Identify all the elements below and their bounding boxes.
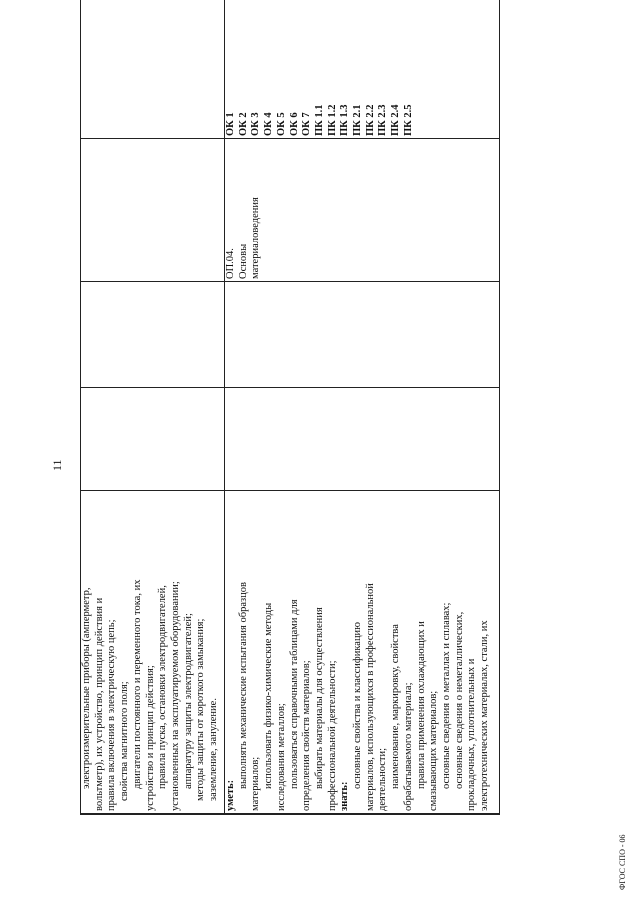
text-line: правила применения охлаждающих и [415,621,427,789]
text-line: основные сведения о металлах и сплавах; [440,602,452,789]
text-line: электроизмерительные приборы (амперметр, [81,587,92,789]
competency-code: ОК 6 [288,112,300,136]
discipline-line: материаловедения [250,197,262,279]
text-line: электротехнических материалах, стали, их [479,620,491,811]
cell-requirements [81,491,225,814]
competency-code: ОК 4 [263,112,275,136]
competency-code: ОК 7 [301,112,313,136]
discipline-line: ОП.04. [225,248,236,279]
cell-discipline [81,139,225,282]
text-line: аппаратуру защиты электродвигателей; [182,613,194,789]
text-line: материалов, использующихся в профессиональной [364,583,376,811]
competency-code: ПК 1.2 [326,104,338,136]
competency-code: ПК 2.5 [402,104,414,136]
standards-table [80,0,500,815]
text-line: определения свойств материалов; [301,660,313,811]
competency-code: ОК 2 [237,112,249,136]
table-row-2 [225,0,500,815]
text-line: выбирать материалы для осуществления [313,607,325,789]
text-line: свойства магнитного поля; [119,681,131,801]
text-line: устройство и принцип действия; [144,665,156,811]
competency-code: ПК 2.1 [352,104,364,136]
competency-list [225,0,416,136]
cell-empty [81,282,225,388]
text-line: обрабатываемого материала; [402,682,414,811]
competency-code: ПК 1.1 [313,104,325,136]
cell-empty [81,388,225,491]
text-line: основные свойства и классификацию [352,621,364,789]
table-row-1 [81,0,225,815]
cell-empty [225,388,500,491]
text-line: двигатели постоянного и переменного тока, их [131,579,143,789]
competency-code: ОК 3 [250,112,262,136]
text-line: методы защиты от короткого замыкания; [195,618,207,801]
text-line: исследования металлов; [275,703,287,811]
competency-code: ПК 2.4 [390,104,402,136]
text-line: заземление, зануление. [208,698,220,801]
text-line: знать: [339,781,351,811]
text-line: правила включения в электрическую цепь; [106,619,118,811]
competency-code: ПК 2.2 [364,104,376,136]
cell-empty [225,282,500,388]
cell-competencies [225,0,500,139]
cell-index [225,814,500,815]
discipline-lines [225,139,263,279]
text-line: материалов; [250,756,262,811]
text-line: пользоваться справочными таблицами для [288,599,300,789]
cell-index [81,814,225,815]
text-line: прокладочных, уплотнительных и [466,658,478,811]
text-line: смазывающих материалов; [428,690,440,811]
competency-code: ПК 2.3 [377,104,389,136]
text-line: наименование, маркировку, свойства [390,624,402,789]
text-line: правила пуска, остановки электродвигателей, [157,585,169,789]
text-line: использовать физико-химические методы [263,602,275,789]
text-line: основные сведения о неметаллических, [453,611,465,789]
competency-code: ОК 1 [225,112,236,136]
text-line: выполнять механические испытания образцов [237,582,249,789]
competency-code: ОК 5 [275,112,287,136]
page-number: 11 [50,459,64,471]
competency-code: ПК 1.3 [339,104,351,136]
text-line: деятельности; [377,747,389,811]
text-line: профессиональной деятельности; [326,660,338,811]
discipline-line: Основы [237,243,249,279]
text-line: вольтметр), их устройство, принцип действия и [93,597,105,811]
cell-requirements [225,491,500,814]
requirements-lines [81,491,221,813]
text-line: уметь: [225,779,236,811]
requirements-lines [225,491,492,813]
cell-competencies [81,0,225,139]
footer-standard: ФГОС СПО - 06 [618,834,627,890]
text-line: установленных на эксплуатируемом оборудовании; [169,581,181,811]
cell-discipline [225,139,500,282]
